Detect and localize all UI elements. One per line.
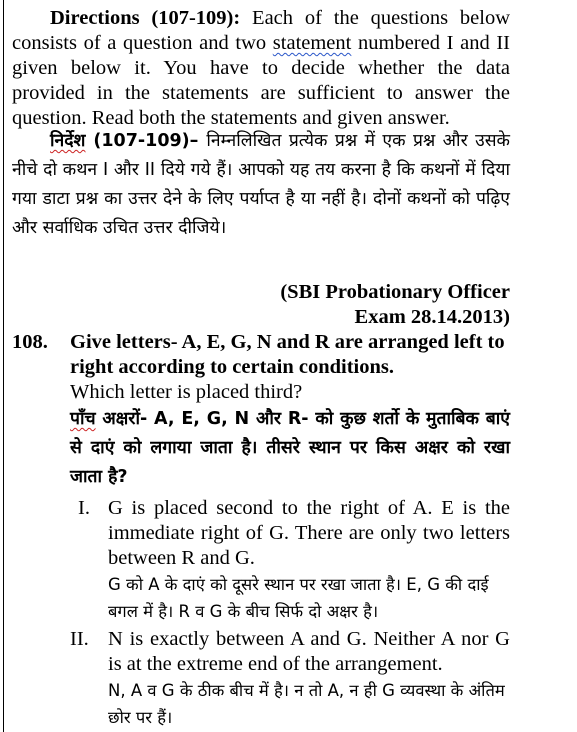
question-hindi-first-word: पाँच: [70, 409, 96, 429]
question-number: 108.: [12, 331, 48, 353]
question-hindi: [70, 405, 510, 492]
hindi-directions-paragraph: [12, 127, 510, 243]
hindi-directions-range: (107-109)–: [85, 131, 207, 151]
directions-label: Directions (107-109):: [50, 7, 241, 29]
statement-1-english: G is placed second to the right of A. E is the immediate right of G. There are only two letters between R and G.: [108, 497, 510, 569]
question-body: [70, 330, 510, 492]
question-text-plain: Which letter is placed third?: [70, 381, 303, 403]
hindi-directions-label: निर्देश: [50, 131, 86, 151]
directions-text-b: numbered I and II given below it. You have to decide whether the data provided in the statements are sufficient to answer the question. Read both the statements and given answer.: [12, 32, 510, 129]
left-margin-rule: [3, 0, 4, 732]
directions-paragraph: [12, 6, 510, 131]
statement-2: [108, 627, 510, 731]
statement-1: [108, 496, 510, 625]
directions-statement-word: statement: [272, 32, 352, 54]
directions-text-a: Each of the questions below consists of a question and two: [12, 7, 510, 54]
statement-2-numeral: II.: [70, 628, 89, 650]
statement-1-hindi: G को A के दाएं को दूसरे स्थान पर रखा जाता है। E, G की दाई बगल में है। R व G के बीच सिर्फ दो अक्षर है।: [108, 575, 489, 621]
question-hindi-rest: अक्षरों- A, E, G, N और R- को कुछ शर्तो के मुताबिक बाएं से दाएं को लगाया जाता है। तीसरे स्थान पर किस अक्षर को रखा जाता है?: [70, 409, 510, 487]
statement-2-english: N is exactly between A and G. Neither A nor G is at the extreme end of the arrangement.: [108, 628, 510, 675]
source-line-1: (SBI Probationary Officer: [280, 281, 510, 303]
statement-2-hindi: N, A व G के ठीक बीच में है। न तो A, न ही G व्यवस्था के अंतिम छोर पर हैं।: [108, 681, 505, 727]
hindi-directions-text: निम्नलिखित प्रत्येक प्रश्न में एक प्रश्न और उसके नीचे दो कथन I और II दिये गये हैं। आपको यह तय करना है कि कथनों में दिया गया डाटा प्रश्न का उत्तर देने के लिए पर्याप्त है या नहीं है। दोनों कथनों को पढ़िए और सर्वाधिक उचित उत्तर दीजिये।: [12, 131, 510, 238]
question-text-bold: Give letters- A, E, G, N and R are arranged left to right according to certain conditions.: [70, 331, 505, 378]
source-line-2: Exam 28.14.2013): [354, 306, 510, 328]
statement-1-numeral: I.: [78, 497, 90, 519]
source-citation: [12, 280, 510, 330]
